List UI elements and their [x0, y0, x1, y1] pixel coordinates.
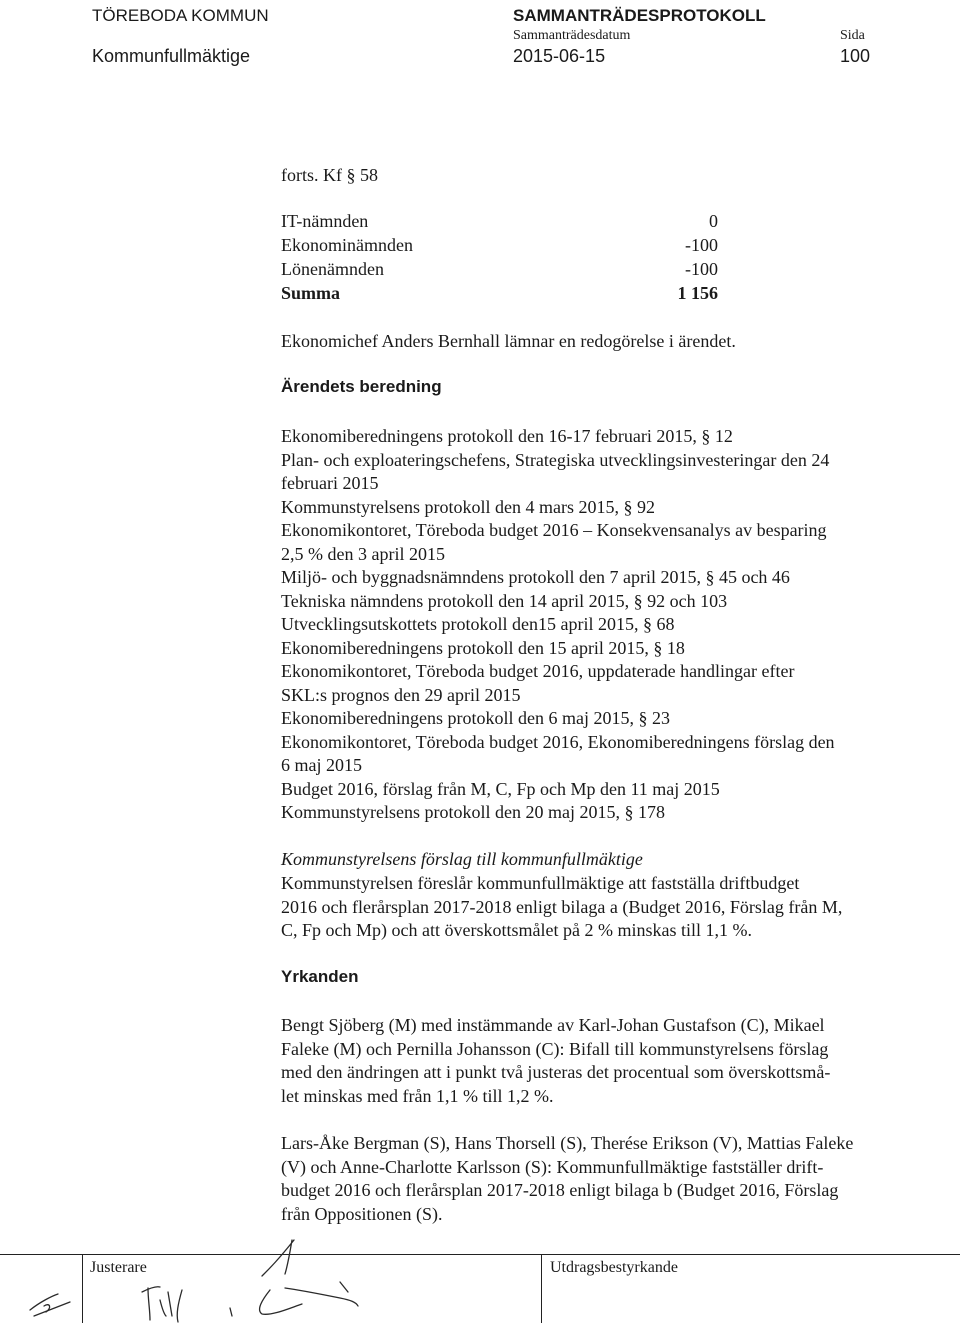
paragraph-line: Faleke (M) och Pernilla Johansson (C): Bifall till kommunstyrelsens förslag: [281, 1038, 829, 1059]
adjusters-label: Justerare: [90, 1259, 147, 1276]
continued-section-ref: forts. Kf § 58: [281, 165, 378, 185]
preparation-list: [281, 425, 941, 825]
meeting-date: 2015-06-15: [513, 46, 606, 66]
extract-certification-label: Utdragsbestyrkande: [550, 1259, 678, 1276]
list-item: Kommunstyrelsens protokoll den 4 mars 2015, § 92: [281, 496, 655, 517]
table-row: [281, 235, 718, 259]
list-item: Tekniska nämndens protokoll den 14 april 2015, § 92 och 103: [281, 590, 728, 611]
list-item: Ekonomikontoret, Töreboda budget 2016, uppdaterade handlingar efter: [281, 661, 795, 681]
table-row: [281, 259, 718, 283]
list-item: februari 2015: [281, 473, 379, 493]
list-item: Budget 2016, förslag från M, C, Fp och Mp den 11 maj 2015: [281, 778, 720, 799]
footer-divider: [541, 1254, 542, 1323]
list-item: Ekonomikontoret, Töreboda budget 2016, Ekonomiberedningens förslag den: [281, 731, 835, 752]
row-label: Ekonominämnden: [281, 235, 413, 255]
list-item: Miljö- och byggnadsnämndens protokoll den 7 april 2015, § 45 och 46: [281, 567, 790, 587]
meeting-date-label: Sammanträdesdatum: [513, 28, 631, 43]
paragraph-line: Lars-Åke Bergman (S), Hans Thorsell (S), Therése Erikson (V), Mattias Faleke: [281, 1133, 854, 1153]
list-item: Ekonomiberedningens protokoll den 15 april 2015, § 18: [281, 637, 685, 658]
paragraph-line: (V) och Anne-Charlotte Karlsson (S): Kommunfullmäktige fastställer drift-: [281, 1156, 824, 1177]
table-total-row: [281, 283, 718, 307]
list-item: Ekonomiberedningens protokoll den 6 maj 2015, § 23: [281, 708, 670, 728]
paragraph-line: budget 2016 och flerårsplan 2017-2018 enligt bilaga b (Budget 2016, Förslag: [281, 1180, 839, 1200]
organization-name: TÖREBODA KOMMUN: [92, 6, 269, 25]
row-value: 0: [709, 211, 718, 231]
motion-2: [281, 1132, 941, 1226]
motions-heading: Yrkanden: [281, 967, 359, 986]
motion-1: [281, 1014, 941, 1108]
list-item: Plan- och exploateringschefens, Strategiska utvecklingsinvesteringar den 24: [281, 449, 830, 470]
list-item: Kommunstyrelsens protokoll den 20 maj 2015, § 178: [281, 802, 665, 822]
paragraph-line: Kommunstyrelsen föreslår kommunfullmäktige att fastställa driftbudget: [281, 873, 800, 893]
list-item: Ekonomiberedningens protokoll den 16-17 februari 2015, § 12: [281, 426, 733, 446]
table-row: [281, 211, 718, 235]
paragraph-line: 2016 och flerårsplan 2017-2018 enligt bilaga a (Budget 2016, Förslag från M,: [281, 896, 843, 917]
document-title: SAMMANTRÄDESPROTOKOLL: [513, 6, 766, 25]
paragraph-line: C, Fp och Mp) och att överskottsmålet på 2 % minskas till 1,1 %.: [281, 920, 752, 940]
list-item: Ekonomikontoret, Töreboda budget 2016 – Konsekvensanalys av besparing: [281, 520, 827, 540]
total-value: 1 156: [677, 283, 718, 303]
row-value: -100: [685, 235, 718, 255]
paragraph-line: med den ändringen att i punkt två justeras det procentual som överskottsmå-: [281, 1062, 831, 1082]
paragraph-line: let minskas med från 1,1 % till 1,2 %.: [281, 1085, 554, 1106]
proposal-heading: Kommunstyrelsens förslag till kommunfullmäktige: [281, 849, 643, 869]
list-item: Utvecklingsutskottets protokoll den15 april 2015, § 68: [281, 614, 675, 634]
report-note: Ekonomichef Anders Bernhall lämnar en redogörelse i ärendet.: [281, 331, 736, 351]
list-item: SKL:s prognos den 29 april 2015: [281, 684, 521, 705]
preparation-heading: Ärendets beredning: [281, 377, 442, 396]
paragraph-line: från Oppositionen (S).: [281, 1203, 443, 1224]
total-label: Summa: [281, 283, 341, 303]
handwritten-signatures: [0, 1230, 380, 1323]
page-label: Sida: [840, 28, 865, 43]
list-item: 2,5 % den 3 april 2015: [281, 543, 445, 564]
assembly-name: Kommunfullmäktige: [92, 46, 251, 66]
list-item: 6 maj 2015: [281, 755, 362, 775]
proposal-text: [281, 872, 941, 943]
row-label: IT-nämnden: [281, 211, 369, 231]
row-label: Lönenämnden: [281, 259, 384, 279]
row-value: -100: [685, 259, 718, 279]
paragraph-line: Bengt Sjöberg (M) med instämmande av Karl-Johan Gustafson (C), Mikael: [281, 1015, 825, 1035]
page-number: 100: [840, 46, 871, 66]
